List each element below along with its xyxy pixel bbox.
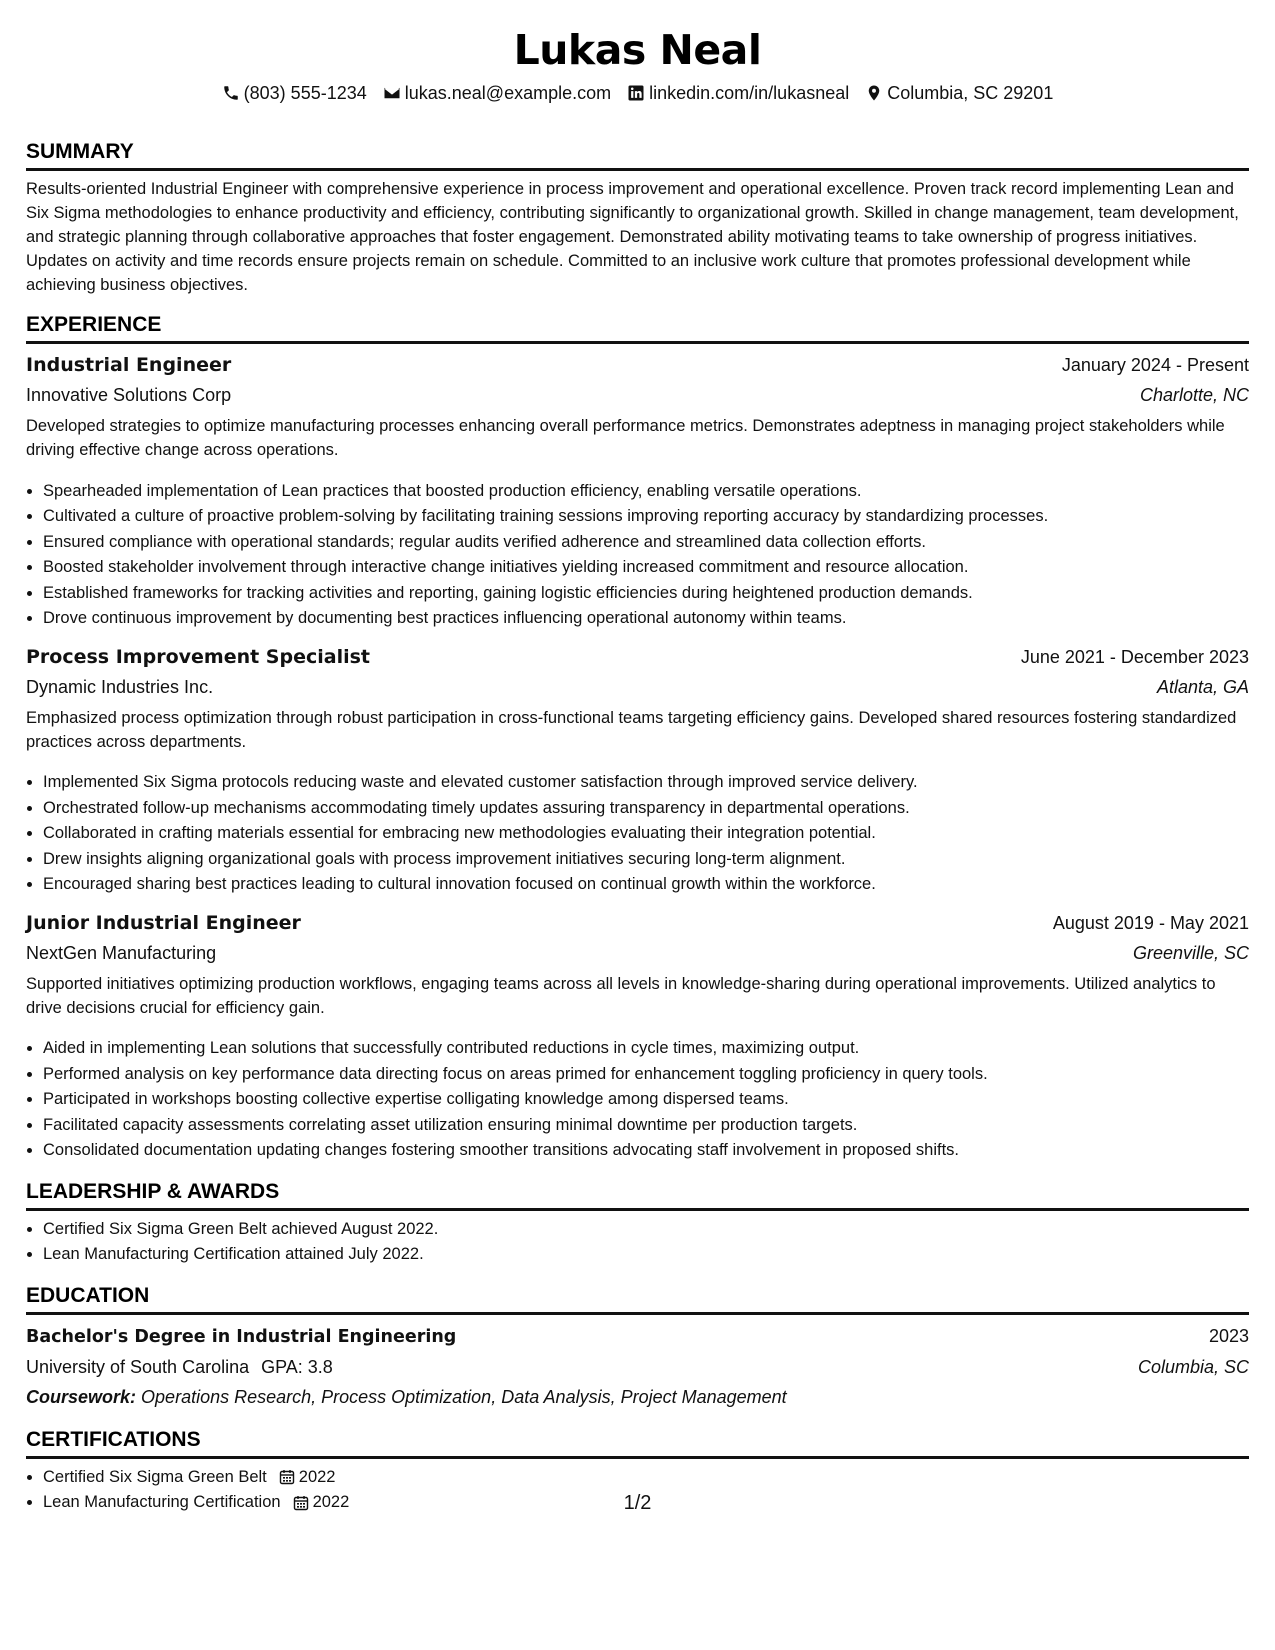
list-item: • Cultivated a culture of proactive problem-solving by facilitating training sessions improving reporting accuracy by standardizing processes. — [43, 504, 1249, 530]
company-name: NextGen Manufacturing — [26, 942, 217, 963]
gpa: GPA: 3.8 — [261, 1356, 333, 1377]
map-pin-icon — [865, 84, 883, 102]
job-summary: Supported initiatives optimizing production workflows, engaging teams across all levels in knowledge-sharing during operational improvements. Utilized analytics to drive decisions crucial for efficiency gain. — [26, 974, 1216, 1017]
list-item: • Performed analysis on key performance data directing focus on areas primed for enhancement toggling proficiency in query tools. — [43, 1062, 1249, 1088]
section-title-summary: SUMMARY — [26, 140, 134, 163]
company-name: Dynamic Industries Inc. — [26, 676, 214, 697]
list-item: • Lean Manufacturing Certification attained July 2022. — [43, 1242, 1249, 1268]
location-text: Columbia, SC 29201 — [887, 82, 1054, 103]
calendar-icon — [279, 1469, 295, 1485]
job-entry — [26, 642, 1249, 898]
list-item: • Encouraged sharing best practices leading to cultural innovation focused on continual growth within the workforce. — [43, 872, 1249, 898]
section-divider — [26, 1208, 1249, 1211]
job-dates: January 2024 - Present — [1061, 355, 1249, 375]
phone-icon — [222, 84, 240, 102]
contact-line — [26, 80, 1249, 106]
list-item: • Certified Six Sigma Green Belt achieved August 2022. — [43, 1217, 1249, 1243]
list-item: • Ensured compliance with operational standards; regular audits verified adherence and streamlined data collection efforts. — [43, 530, 1249, 556]
section-divider — [26, 1456, 1249, 1459]
list-item: • Implemented Six Sigma protocols reducing waste and elevated customer satisfaction through improved service delivery. — [43, 770, 1249, 796]
list-item: • Established frameworks for tracking activities and reporting, gaining logistic efficiencies during heightened production demands. — [43, 581, 1249, 607]
job-location: Greenville, SC — [1132, 942, 1249, 963]
job-location: Charlotte, NC — [1139, 385, 1249, 405]
contact-linkedin[interactable] — [627, 83, 849, 104]
section-title-certifications: CERTIFICATIONS — [26, 1427, 201, 1451]
job-title: Junior Industrial Engineer — [26, 911, 301, 934]
leadership-section — [26, 1178, 1249, 1268]
linkedin-icon — [627, 84, 645, 102]
list-item: • Collaborated in crafting materials essential for embracing new methodologies evaluating their integration potential. — [43, 821, 1249, 847]
contact-location — [865, 83, 1053, 104]
job-dates: August 2019 - May 2021 — [1052, 912, 1249, 933]
section-title-education: EDUCATION — [26, 1283, 150, 1307]
summary-text: Results-oriented Industrial Engineer with comprehensive experience in process improvement and operational excellence. Proven track record implementing Lean and Six Sigma methodologies to enhance productivity and efficiency, contributing significantly to organizational growth. Skilled in change management, team development, and strategic planning through collaborative approaches that foster engagement. Demonstrated ability motivating teams to take ownership of progress initiatives. Updates on activity and time records ensure projects remain on schedule. Committed to an inclusive work culture that promotes professional development while achieving business objectives. — [26, 180, 1239, 294]
school-line — [26, 1352, 333, 1382]
section-divider — [26, 341, 1249, 344]
school-name: University of South Carolina — [26, 1356, 250, 1377]
certification-name: • Lean Manufacturing Certification — [43, 1493, 281, 1511]
list-item: • Participated in workshops boosting collective expertise colligating knowledge among dispersed teams. — [43, 1087, 1249, 1113]
experience-section — [26, 311, 1249, 1164]
degree-title: Bachelor's Degree in Industrial Engineering — [26, 1326, 457, 1347]
summary-section — [26, 138, 1249, 297]
list-item: • Boosted stakeholder involvement through interactive change initiatives yielding increased commitment and resource allocation. — [43, 555, 1249, 581]
phone-text: (803) 555-1234 — [243, 82, 367, 103]
job-location: Atlanta, GA — [1156, 676, 1249, 697]
candidate-name: Lukas Neal — [513, 26, 762, 74]
job-title: Industrial Engineer — [26, 354, 232, 376]
job-dates: June 2021 - December 2023 — [1020, 646, 1249, 667]
certification-year: 2022 — [298, 1467, 336, 1486]
job-entry — [26, 908, 1249, 1164]
linkedin-link[interactable]: linkedin.com/in/lukasneal — [649, 82, 850, 103]
leadership-list — [26, 1217, 1249, 1268]
list-item — [43, 1465, 1249, 1491]
contact-phone — [222, 83, 367, 104]
school-location: Columbia, SC — [1137, 1356, 1249, 1377]
job-summary: Emphasized process optimization through robust participation in cross-functional teams targeting efficiency gains. Developed shared resources fostering standardized practices across departments. — [26, 708, 1237, 751]
list-item: • Orchestrated follow-up mechanisms accommodating timely updates assuring transparency in departmental operations. — [43, 796, 1249, 822]
list-item: • Spearheaded implementation of Lean practices that boosted production efficiency, enabling versatile operations. — [43, 479, 1249, 505]
company-name: Innovative Solutions Corp — [26, 385, 232, 405]
job-bullets — [26, 479, 1249, 632]
job-bullets — [26, 770, 1249, 898]
list-item: • Aided in implementing Lean solutions that successfully contributed reductions in cycle times, maximizing output. — [43, 1036, 1249, 1062]
section-divider — [26, 168, 1249, 171]
section-divider — [26, 1312, 1249, 1315]
section-title-leadership: LEADERSHIP & AWARDS — [26, 1179, 280, 1203]
resume-header — [26, 0, 1249, 106]
certification-year: 2022 — [312, 1493, 350, 1511]
job-summary: Developed strategies to optimize manufacturing processes enhancing overall performance metrics. Demonstrates adeptness in managing project stakeholders while driving effective change across operations. — [26, 417, 1225, 459]
coursework-list: Operations Research, Process Optimization, Data Analysis, Project Management — [141, 1386, 787, 1407]
contact-email[interactable] — [383, 83, 611, 104]
email-link[interactable]: lukas.neal@example.com — [404, 82, 612, 103]
job-entry — [26, 350, 1249, 632]
graduation-year: 2023 — [1208, 1325, 1249, 1346]
list-item: • Consolidated documentation updating changes fostering smoother transitions advocating staff involvement in proposed shifts. — [43, 1138, 1249, 1164]
job-title: Process Improvement Specialist — [26, 645, 370, 668]
coursework-label: Coursework: — [26, 1386, 137, 1407]
certification-name: • Certified Six Sigma Green Belt — [43, 1467, 267, 1486]
page-number: 1/2 — [623, 1492, 652, 1514]
education-section — [26, 1282, 1249, 1412]
list-item: • Drew insights aligning organizational goals with process improvement initiatives securing long-term alignment. — [43, 847, 1249, 873]
coursework-line — [26, 1382, 1249, 1412]
list-item: • Drove continuous improvement by documenting best practices influencing operational autonomy within teams. — [43, 606, 1249, 632]
list-item: • Facilitated capacity assessments correlating asset utilization ensuring minimal downtime per production targets. — [43, 1113, 1249, 1139]
section-title-experience: EXPERIENCE — [26, 313, 162, 336]
envelope-icon — [383, 84, 401, 102]
job-bullets — [26, 1036, 1249, 1164]
